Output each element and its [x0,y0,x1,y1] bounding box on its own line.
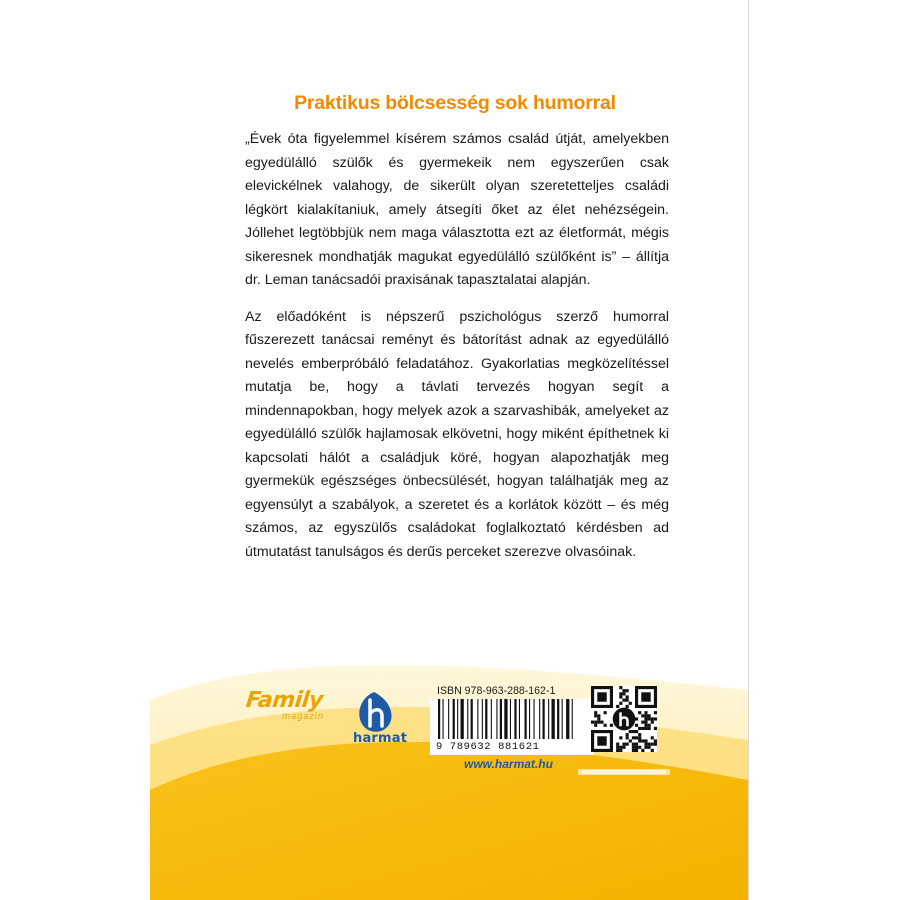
isbn-label: ISBN 978-963-288-162-1 [437,685,556,697]
barcode-digits: 9 789632 881621 [436,741,540,753]
publisher-website: www.harmat.hu [464,757,553,771]
cover-edge [748,0,749,900]
family-magazin-logo [246,690,338,726]
book-back-cover [150,0,748,900]
family-logo-word: Family [244,688,325,713]
family-logo-subword: magazin [282,712,324,722]
book-title: Praktikus bölcsesség sok humorral [294,92,616,114]
decorative-stripe [578,769,670,775]
barcode-bars [430,699,594,743]
blurb-paragraph-1: „Évek óta figyelemmel kísérem számos család útját, amelyekben egyedülálló szülők és gyermekeik nem egyszerűen csak elevickélnek valahogy, de sikerült olyan szeretetteljes családi légkört kialakítaniuk, amely átsegíti őket az élet nehézségein. Jóllehet legtöbbjük nem maga választotta ezt az életformát, mégis sikeresnek mondhatják magukat egyedülálló szülőként is” – állítja dr. Leman tanácsadói praxisának tapasztalatai alapján. [245,131,669,288]
harmat-logo-word: harmat [353,731,408,746]
qr-code-icon [591,686,657,752]
blurb-text [245,128,669,577]
blurb-paragraph-2: Az előadóként is népszerű pszichológus szerző humorral fűszerezett tanácsai reményt és bátorítást adnak az egyedülálló nevelés emberpróbáló feladatához. Gyakorlatias megközelítéssel mutatja be, hogy a távlati tervezés hogyan segít a mindennapokban, hogy melyek azok a szarvashibák, amelyeket az egyedülálló szülők hajlamosak elkövetni, hogy miként építhetnek ki kapcsolati hálót a családjuk köré, hogyan alapozhatják meg gyermekük egészséges önbecsülését, hogyan találhatják meg az egyensúlyt a szabályok, a szeretet és a korlátok között – és még számos, az egyszülős családokat foglalkoztató kérdésben ad útmutatást tanulságos és derűs perceket szerezve olvasóinak. [245,308,669,560]
